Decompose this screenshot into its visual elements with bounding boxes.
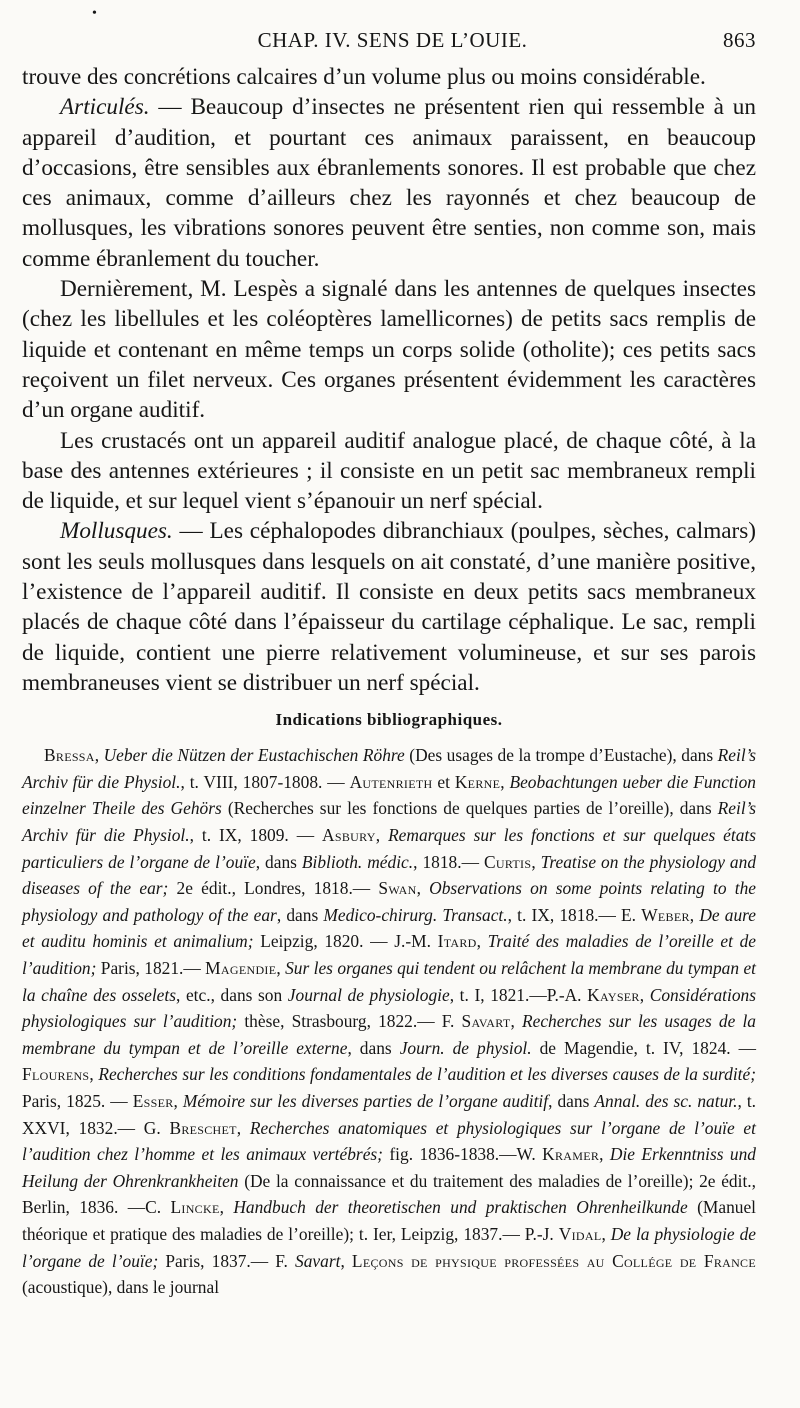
author: Breschet xyxy=(169,1117,237,1138)
author: Weber xyxy=(641,904,690,925)
author: Asbury xyxy=(322,825,376,846)
work-title: Beobachtungen ueber die Function einzelner Theile des Gehörs xyxy=(22,771,756,819)
bibliography-heading: Indications bibliographiques. xyxy=(275,710,503,730)
page-number: 863 xyxy=(723,28,756,52)
work-title: Handbuch der theoretischen und praktischen Ohrenheilkunde xyxy=(233,1197,688,1218)
journal: Reil’s Archiv für die Physiol. xyxy=(22,798,756,846)
journal: Journal de physiologie xyxy=(287,984,450,1005)
paragraph: trouve des concrétions calcaires d’un volume plus ou moins considérable. xyxy=(22,64,706,90)
author: Autenrieth xyxy=(349,771,433,792)
work-title: Observations on some points relating to the physiology and pathology of the ear xyxy=(22,878,756,925)
work-title: Remarques sur les fonctions et sur quelques états particuliers de l’organe de l’ouïe xyxy=(22,825,756,872)
bibliography xyxy=(22,742,756,1300)
author: Lincke xyxy=(170,1197,220,1218)
author: Vidal xyxy=(558,1223,602,1244)
paragraph: Dernièrement, M. Lespès a signalé dans les antennes de quelques insectes (chez les libellules et les coléoptères lamellicornes) de petits sacs remplis de liquide et contenant en même temps un corps solide (otholite); ces petits sacs reçoivent un filet nerveux. Ces organes présentent évidemment les caractères d’un organe auditif. xyxy=(22,276,756,424)
work-title: Recherches sur les usages de la membrane du tympan et de l’oreille externe xyxy=(22,1011,756,1058)
author: Kayser xyxy=(587,984,640,1005)
author: Savart xyxy=(461,1011,511,1032)
work-title: Mémoire sur les diverses parties de l’organe auditif xyxy=(182,1090,549,1111)
paragraph: Les crustacés ont un appareil auditif analogue placé, de chaque côté, à la base des antennes extérieures ; il consiste en un petit sac membraneux rempli de liquide, et sur lequel vient s’épanouir un nerf spécial. xyxy=(22,427,756,515)
journal: Journ. de physiol. xyxy=(399,1037,532,1058)
chapter-title: CHAP. IV. SENS DE L’OUIE. xyxy=(257,28,528,52)
work-title: Traité des maladies de l’oreille et de l’audition; xyxy=(22,931,757,978)
paragraph-lead: Articulés. xyxy=(60,94,150,121)
paragraph: Articulés. — Beaucoup d’insectes ne présentent rien qui ressemble à un appareil d’audition, et pourtant ces animaux paraissent, en beaucoup d’occasions, être sensibles aux ébranlements sonores. Il est probable que chez ces animaux, comme d’ailleurs chez les rayonnés et chez beaucoup de mollusques, les vibrations sonores peuvent être senties, non comme son, mais comme ébranlement du toucher. xyxy=(22,94,756,272)
author: Bressa xyxy=(44,745,95,766)
work-title: Treatise on the physiology and diseases of the ear; xyxy=(22,851,757,899)
running-header xyxy=(22,28,756,62)
author: Kerne xyxy=(454,771,501,792)
author: Flourens xyxy=(22,1064,90,1085)
author: Kramer xyxy=(542,1144,600,1165)
work-title: De aure et auditu hominis et animalium; xyxy=(22,904,757,952)
paragraph-lead: Mollusques. xyxy=(60,518,173,545)
body-text xyxy=(22,62,756,698)
author: Leçons de physique professées au Collége de France xyxy=(351,1250,756,1271)
author: Swan xyxy=(378,878,417,899)
work-title: Sur les organes qui tendent ou relâchent la membrane du tympan et la chaîne des osselets xyxy=(22,957,756,1005)
work-title: Considérations physiologiques sur l’audition; xyxy=(22,984,757,1032)
author: Magendie xyxy=(205,957,277,978)
journal: Medico-chirurg. Transact. xyxy=(323,904,508,925)
work-title: De la physiologie de l’organe de l’ouïe; xyxy=(22,1223,756,1271)
journal: Savart xyxy=(295,1250,341,1271)
bibliography-text: Bressa, Ueber die Nützen der Eustachischen Röhre (Des usages de la trompe d’Eustache), dans Reil’s Archiv für die Physiol., t. VIII, 1807-1808. — Autenrieth et Kerne, Beobachtungen ueber die Function einzelner Theile des Gehörs (Recherches sur les fonctions de quelques parties de l’oreille), dans Reil’s Archiv für die Physiol., t. IX, 1809. — Asbury, Remarques sur les fonctions et sur quelques états particuliers de l’organe de l’ouïe, dans Biblioth. médic., 1818.— Curtis, Treatise on the physiology and diseases of the ear; 2e édit., Londres, 1818.— Swan, Observations on some points relating to the physiology and pathology of the ear, dans Medico-chirurg. Transact., t. IX, 1818.— E. Weber, De aure et auditu hominis et animalium; Leipzig, 1820. — J.-M. Itard, Traité des maladies de l’oreille et de l’audition; Paris, 1821.— Magendie, Sur les organes qui tendent ou relâchent la membrane du tympan et la chaîne des osselets, etc., dans son Journal de physiologie, t. I, 1821.—P.-A. Kayser, Considérations physiologiques sur l’audition; thèse, Strasbourg, 1822.— F. Savart, Recherches sur les usages de la membrane du tympan et de l’oreille externe, dans Journ. de physiol. de Magendie, t. IV, 1824. — Flourens, Recherches sur les conditions fondamentales de l’audition et les diverses causes de la surdité; Paris, 1825. — Esser, Mémoire sur les diverses parties de l’organe auditif, dans Annal. des sc. natur., t. XXVI, 1832.— G. Breschet, Recherches anatomiques et physiologiques sur l’organe de l’ouïe et l’audition chez l’homme et les animaux vertébrés; fig. 1836-1838.—W. Kramer, Die Erkenntniss und Heilung der Ohrenkrankheiten (De la connaissance et du traitement des maladies de l’oreille); 2e édit., Berlin, 1836. —C. Lincke, Handbuch der theoretischen und praktischen Ohrenheilkunde (Manuel théorique et pratique des maladies de l’oreille); t. Ier, Leipzig, 1837.— P.-J. Vidal, De la physiologie de l’organe de l’ouïe; Paris, 1837.— F. Savart, Leçons de physique professées au Collége de France (acoustique), dans le journal xyxy=(22,745,757,1298)
author: Itard xyxy=(437,931,477,952)
work-title: Ueber die Nützen der Eustachischen Röhre xyxy=(103,745,405,766)
corner-mark: • xyxy=(92,6,97,21)
paragraph: Mollusques. — Les céphalopodes dibranchiaux (poulpes, sèches, calmars) sont les seuls mollusques dans lesquels on ait constaté, d’une manière positive, l’existence de l’appareil auditif. Il consiste en deux petits sacs membraneux placés de chaque côté dans l’épaisseur du cartilage céphalique. Le sac, rempli de liquide, contient une pierre relativement volumineuse, et sur ses parois membraneuses vient se distribuer un nerf spécial. xyxy=(22,518,756,696)
author: Esser xyxy=(132,1090,174,1111)
author: Curtis xyxy=(483,851,532,872)
journal: Annal. des sc. natur. xyxy=(594,1090,738,1111)
journal: Biblioth. médic. xyxy=(301,851,414,872)
work-title: Recherches anatomiques et physiologiques sur l’organe de l’ouïe et l’audition chez l’homme et les animaux vertébrés; xyxy=(22,1117,756,1165)
journal: Reil’s Archiv für die Physiol. xyxy=(22,745,756,792)
work-title: Die Erkenntniss und Heilung der Ohrenkrankheiten xyxy=(22,1144,757,1191)
work-title: Recherches sur les conditions fondamentales de l’audition et les diverses causes de la surdité; xyxy=(98,1064,757,1085)
